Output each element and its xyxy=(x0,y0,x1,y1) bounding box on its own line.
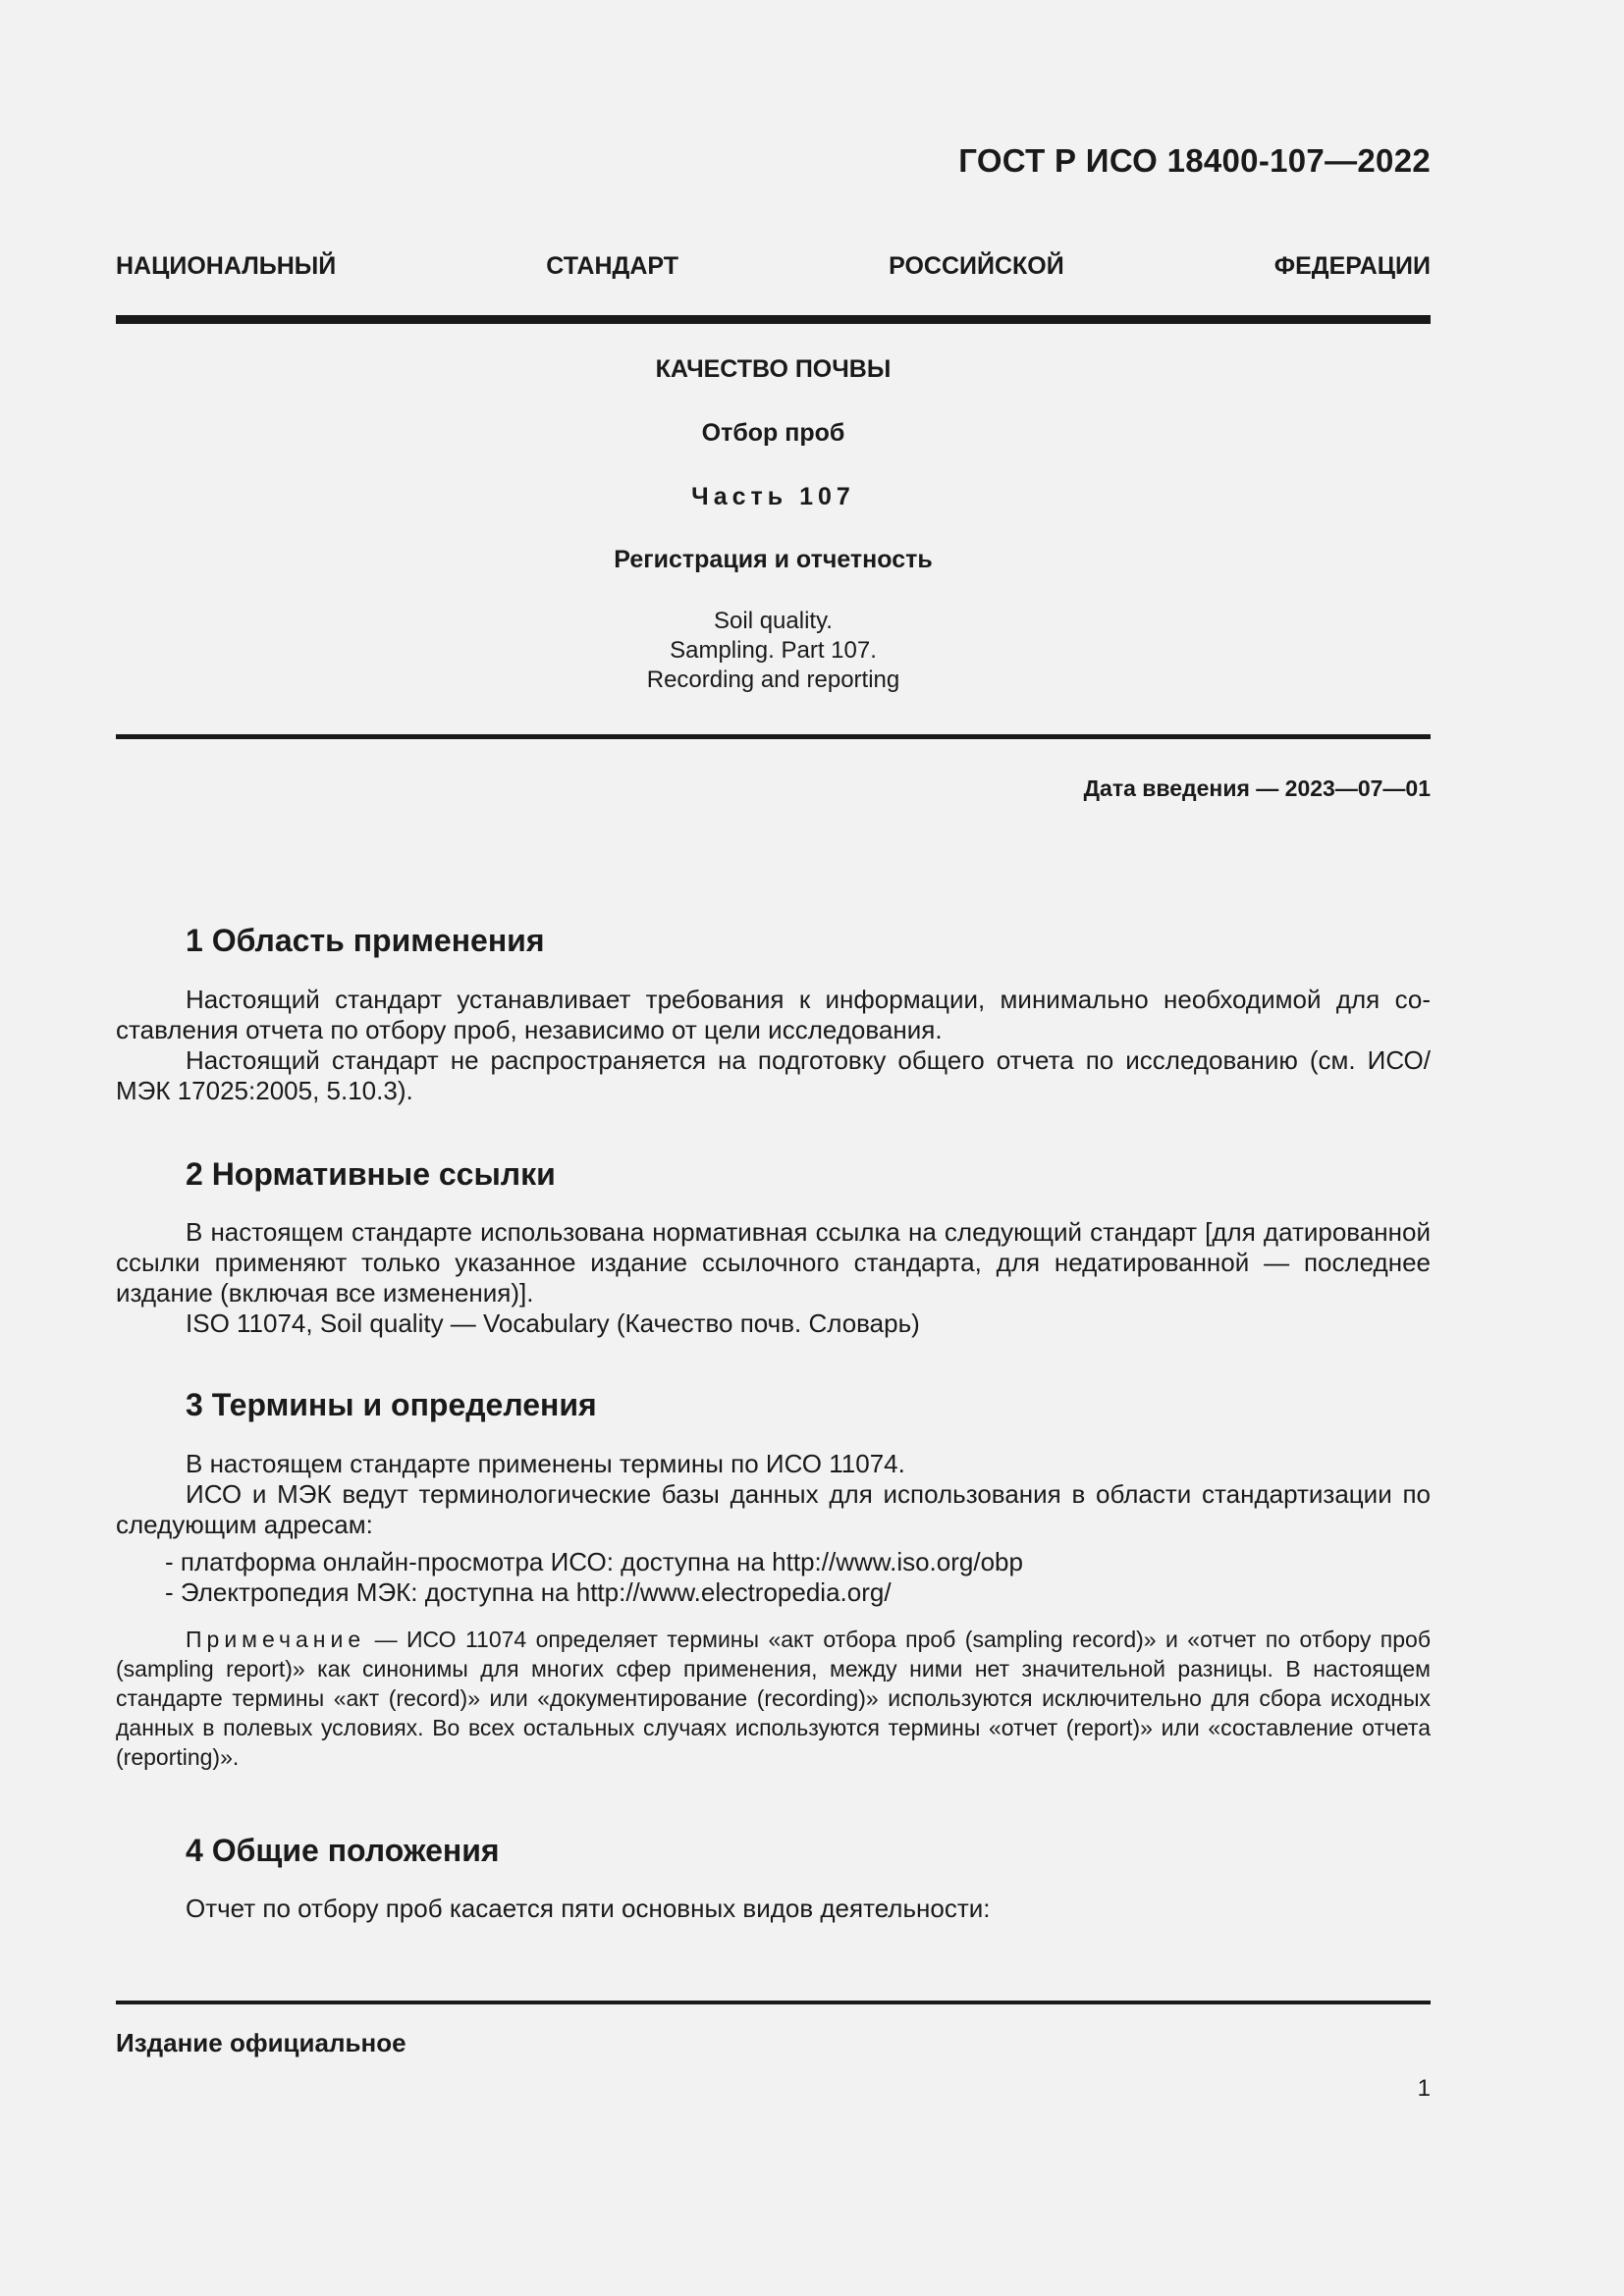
document-part: Часть 107 xyxy=(691,483,855,510)
list-item-iso-obp: - платформа онлайн-просмотра ИСО: доступна на http://www.iso.org/obp xyxy=(165,1547,1023,1576)
document-subtitle: Отбор проб xyxy=(701,419,845,447)
standard-number: ГОСТ Р ИСО 18400-107—2022 xyxy=(958,142,1431,179)
english-title-line-3: Recording and reporting xyxy=(646,667,900,693)
section-2-paragraph-2: ISO 11074, Soil quality — Vocabulary (Качество почв. Словарь) xyxy=(186,1308,920,1338)
section-1-body xyxy=(116,985,1431,1106)
note-text: — ИСО 11074 определяет термины «акт отбора проб (sampling record)» и «отчет по отбору проб (sampling report)» как синонимы для многих сфер применения, между ними нет значительной разницы. В настоящем стандарте термины «акт (record)» или «документирование (recording)» используются исключительно для сбора исходных данных в полевых условиях. Во всех остальных случаях используются термины «отчет (report)» или «составление отчета (reporting)». xyxy=(116,1627,1431,1770)
section-4-body xyxy=(116,1894,1431,1924)
introduction-date: Дата введения — 2023—07—01 xyxy=(1083,775,1431,801)
english-title-line-1: Soil quality. xyxy=(714,608,833,634)
national-standard-title: НАЦИОНАЛЬНЫЙ СТАНДАРТ РОССИЙСКОЙ ФЕДЕРАЦИИ xyxy=(116,252,1431,280)
title-rule xyxy=(116,734,1431,739)
header-rule xyxy=(116,315,1431,324)
list-item-electropedia: - Электропедия МЭК: доступна на http://www.electropedia.org/ xyxy=(165,1577,892,1607)
official-edition-label: Издание официальное xyxy=(116,2028,406,2057)
document-part-title: Регистрация и отчетность xyxy=(614,546,933,573)
section-2-body xyxy=(116,1217,1431,1339)
english-title-line-2: Sampling. Part 107. xyxy=(670,637,877,664)
page-number: 1 xyxy=(1417,2075,1431,2102)
section-2-heading: 2 Нормативные ссылки xyxy=(186,1156,556,1192)
note-block xyxy=(116,1625,1431,1772)
section-3-paragraph-2: ИСО и МЭК ведут терминологические базы данных для использования в области стандартизации по следующим адресам: xyxy=(116,1479,1431,1539)
section-2-paragraph-1: В настоящем стандарте использована нормативная ссылка на следующий стандарт [для датированной ссылки применяют только указанное издание ссылочного стандарта, для недатированной — последнее издание (включая все изменения)]. xyxy=(116,1217,1431,1308)
footer-rule xyxy=(116,2001,1431,2004)
document-title: КАЧЕСТВО ПОЧВЫ xyxy=(655,355,892,383)
section-3-body xyxy=(116,1449,1431,1540)
section-3-paragraph-1: В настоящем стандарте применены термины по ИСО 11074. xyxy=(186,1449,905,1478)
section-4-heading: 4 Общие положения xyxy=(186,1833,500,1868)
section-4-paragraph-1: Отчет по отбору проб касается пяти основных видов деятельности: xyxy=(186,1894,991,1923)
note-label: Примечание xyxy=(186,1627,366,1652)
section-1-heading: 1 Область применения xyxy=(186,923,545,958)
section-1-paragraph-1: Настоящий стандарт устанавливает требования к информации, минимально необходимой для составления отчета по отбору проб, независимо от цели исследования. xyxy=(116,985,1431,1044)
section-3-heading: 3 Термины и определения xyxy=(186,1387,597,1422)
section-1-paragraph-2: Настоящий стандарт не распространяется на подготовку общего отчета по исследованию (см. ИСО/МЭК 17025:2005, 5.10.3). xyxy=(116,1045,1431,1105)
